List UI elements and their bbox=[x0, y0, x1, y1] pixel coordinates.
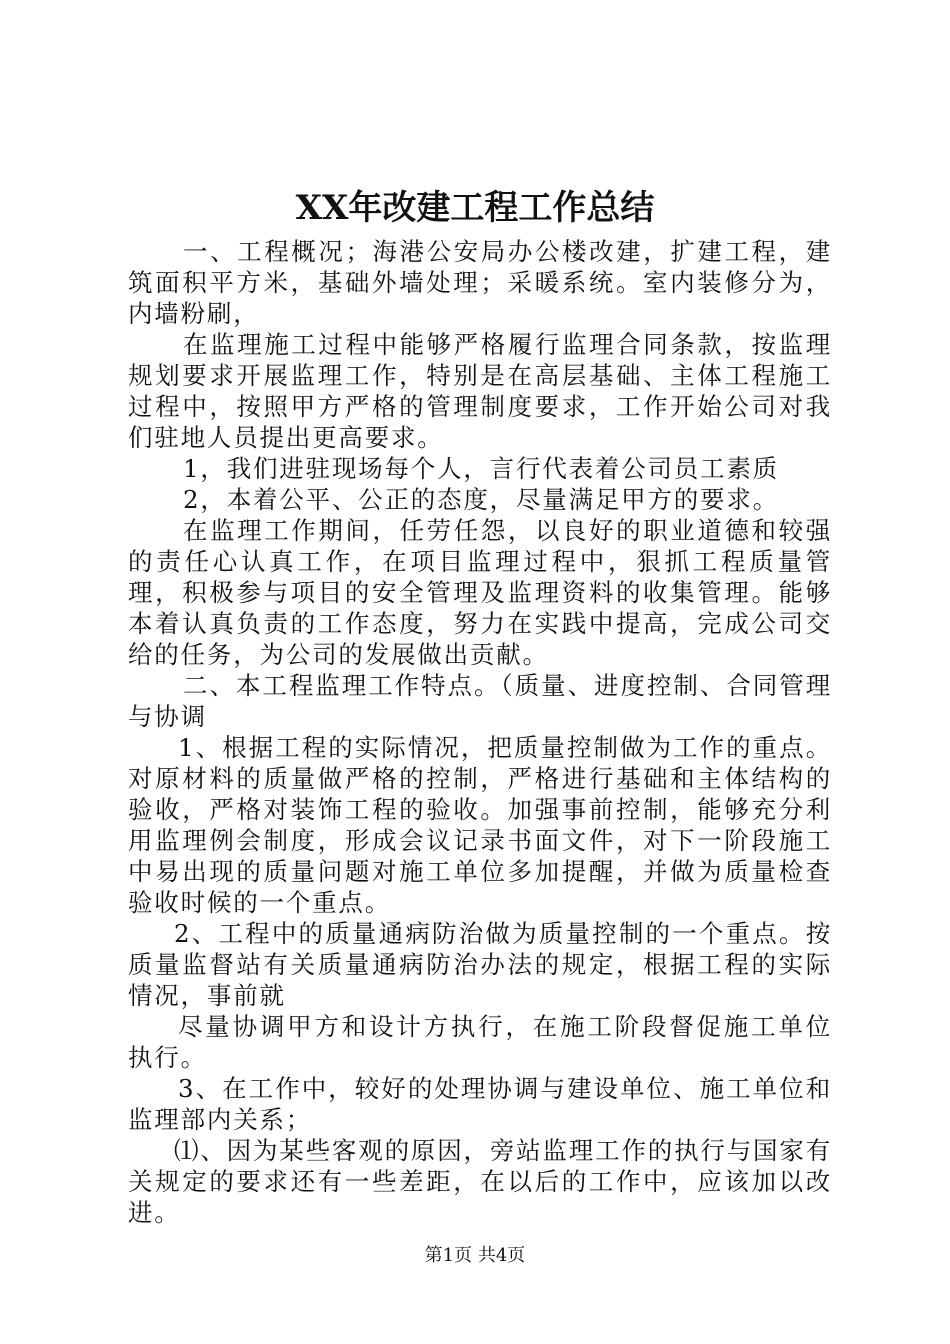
paragraph-item-1: 1，我们进驻现场每个人，言行代表着公司员工素质 bbox=[183, 454, 779, 483]
paragraph-item-2: 2，本着公平、公正的态度，尽量满足甲方的要求。 bbox=[183, 485, 779, 514]
paragraph-overview: 一、工程概况；海港公安局办公楼改建，扩建工程，建筑面积平方米，基础外墙处理；采暖系统。室内装修分为，内墙粉刷， bbox=[128, 237, 832, 328]
paragraph-quality-control: 1、根据工程的实际情况，把质量控制做为工作的重点。对原材料的质量做严格的控制，严格进行基础和主体结构的验收，严格对装饰工程的验收。加强事前控制，能够充分利用监理例会制度，形成会议记录书面文件，对下一阶段施工中易出现的质量问题对施工单位多加提醒，并做为质量检查验收时候的一个重点。 bbox=[128, 733, 832, 917]
paragraph-common-defects: 2、工程中的质量通病防治做为质量控制的一个重点。按质量监督站有关质量通病防治办法的规定，根据工程的实际情况，事前就 bbox=[128, 919, 832, 1010]
paragraph-coordination: 尽量协调甲方和设计方执行，在施工阶段督促施工单位执行。 bbox=[128, 1012, 832, 1072]
paragraph-item-3: 3、在工作中，较好的处理协调与建设单位、施工单位和监理部内关系； bbox=[128, 1074, 832, 1134]
paragraph-improvement: ⑴、因为某些客观的原因，旁站监理工作的执行与国家有关规定的要求还有一些差距，在以后的工作中，应该加以改进。 bbox=[128, 1136, 832, 1227]
paragraph-supervision-process: 在监理施工过程中能够严格履行监理合同条款，按监理规划要求开展监理工作，特别是在高层基础、主体工程施工过程中，按照甲方严格的管理制度要求，工作开始公司对我们驻地人员提出更高要求。 bbox=[128, 330, 832, 452]
document-body bbox=[128, 236, 832, 1228]
paragraph-work-attitude: 在监理工作期间，任劳任怨，以良好的职业道德和较强的责任心认真工作，在项目监理过程中，狠抓工程质量管理，积极参与项目的安全管理及监理资料的收集管理。能够本着认真负责的工作态度，努力在实践中提高，完成公司交给的任务，为公司的发展做出贡献。 bbox=[128, 516, 832, 669]
page-footer: 第1页 共4页 bbox=[424, 1245, 526, 1266]
document-title: XX年改建工程工作总结 bbox=[295, 188, 655, 228]
paragraph-section-two: 二、本工程监理工作特点。（质量、进度控制、合同管理与协调 bbox=[128, 671, 832, 731]
